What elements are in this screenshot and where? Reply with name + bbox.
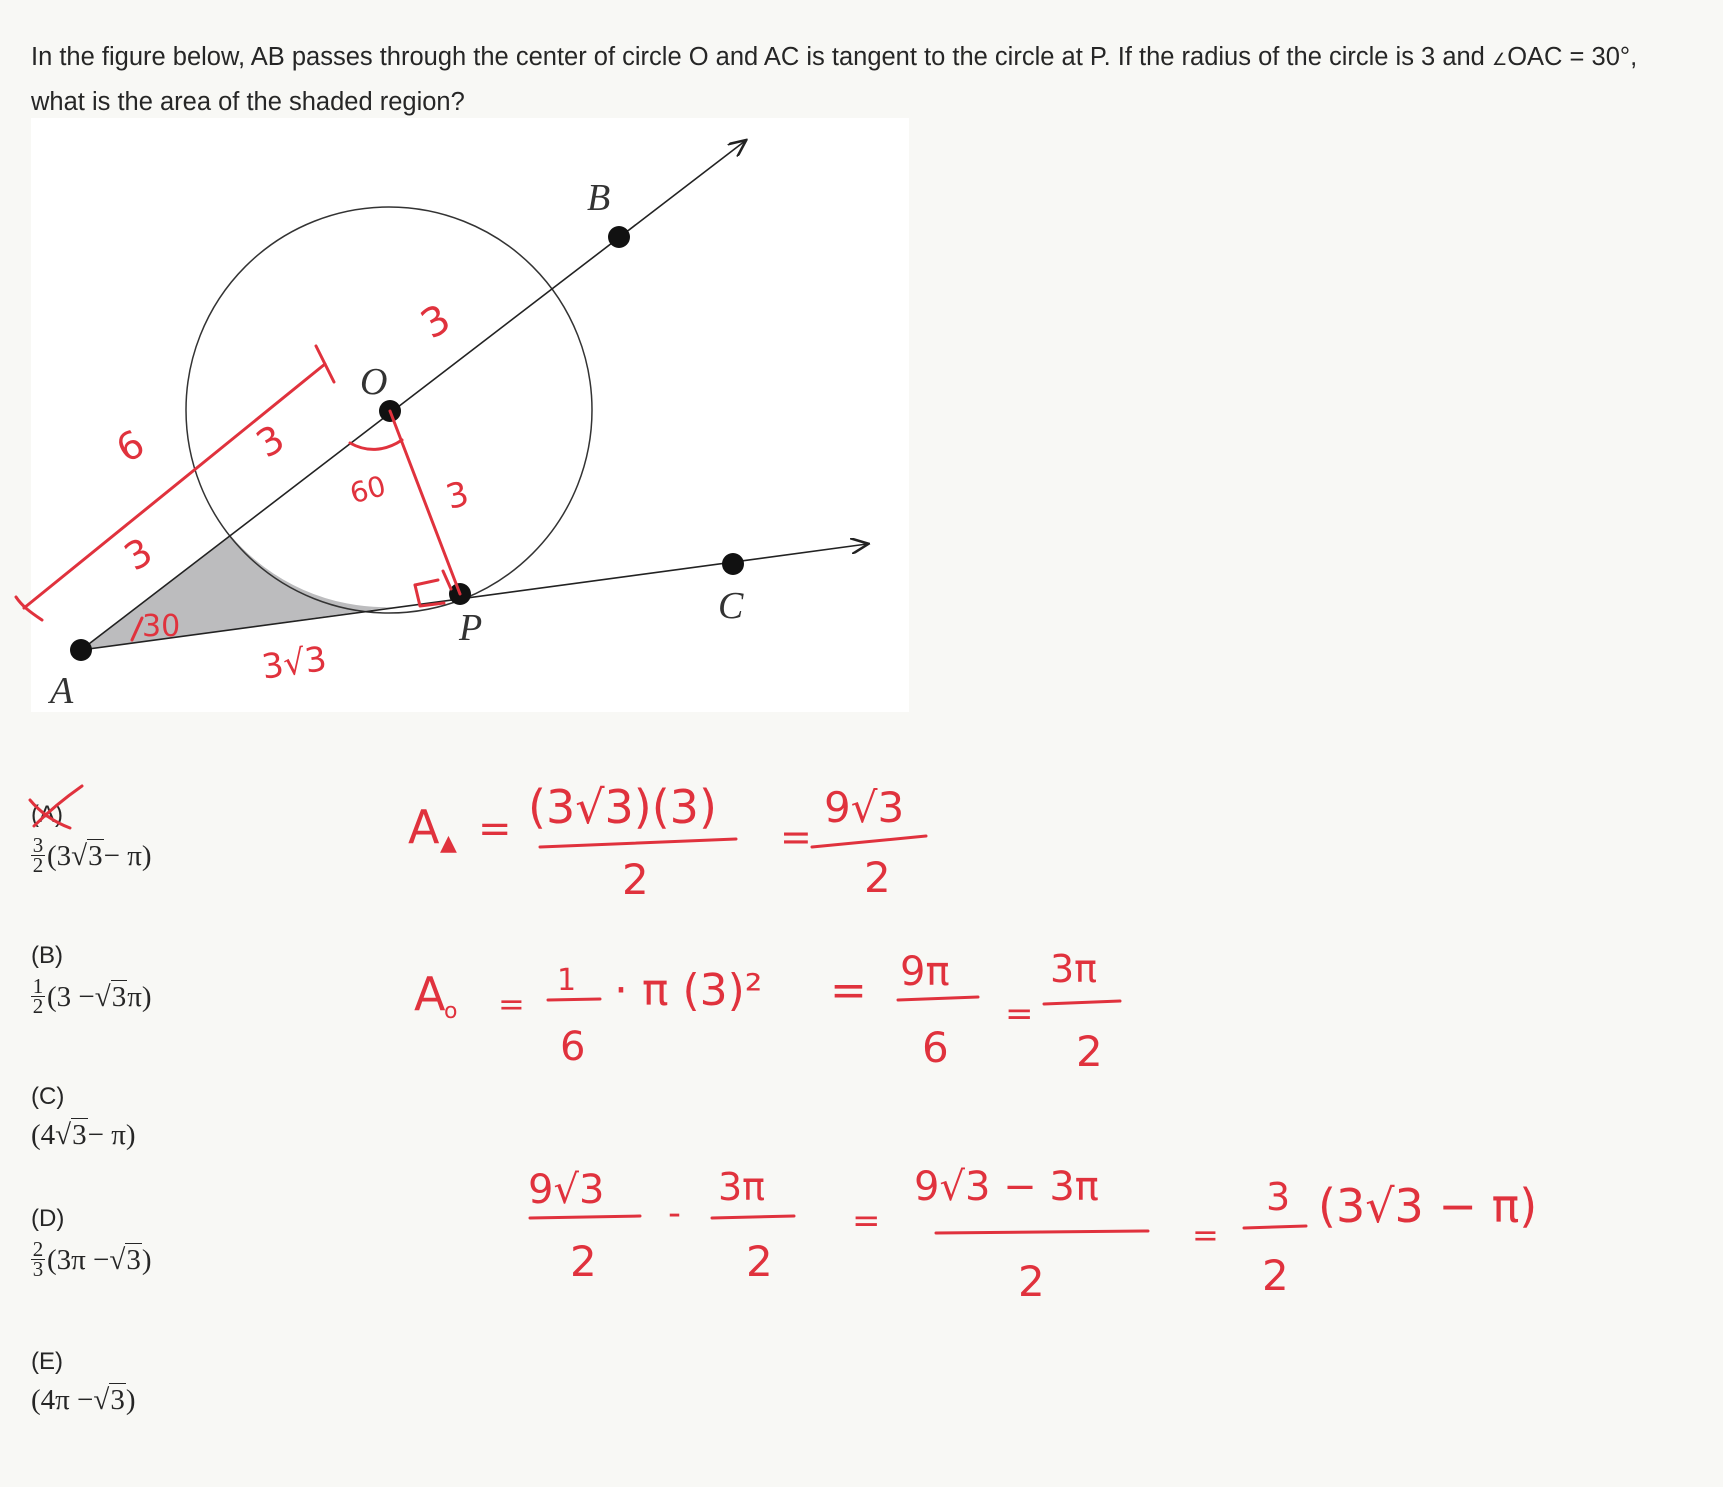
fraction-numerator: 3 <box>32 833 44 857</box>
choice-letter: (B) <box>31 942 63 969</box>
sqrt-sign: √ <box>71 839 88 872</box>
work-2-res1-num: 9π <box>900 949 950 995</box>
label-length-3-lower: 3 <box>116 529 160 580</box>
fraction-bar <box>898 997 978 1000</box>
work-3-a-den: 2 <box>570 1237 597 1286</box>
equals-sign: = <box>830 965 867 1016</box>
point-b <box>608 226 630 248</box>
expr-close: − π) <box>103 839 152 872</box>
equals-sign: = <box>1192 1216 1219 1254</box>
fraction-bar <box>530 1216 640 1218</box>
fraction-bar <box>936 1231 1148 1233</box>
label-length-6: 6 <box>108 421 152 472</box>
fraction-bar <box>1044 1001 1120 1004</box>
expr-close: − π) <box>87 1119 136 1151</box>
expr-close: ) <box>141 1243 152 1276</box>
label-angle-30: 30 <box>142 609 181 644</box>
fraction-numerator: 1 <box>32 974 44 998</box>
radicand: 3 <box>88 839 103 872</box>
radicand: 3 <box>126 1243 141 1276</box>
fraction-numerator: 2 <box>32 1237 44 1261</box>
work-3-c-num: 9√3 − 3π <box>914 1164 1099 1210</box>
fraction-bar <box>712 1216 794 1218</box>
fraction-bar <box>1244 1226 1306 1228</box>
fraction-bar <box>812 836 926 847</box>
work-2-res1-den: 6 <box>922 1023 949 1072</box>
choice-letter: (E) <box>31 1348 63 1375</box>
work-3-b-num: 3π <box>718 1165 766 1209</box>
label-b: B <box>587 177 611 219</box>
fraction-bar <box>540 839 736 847</box>
label-p: P <box>459 607 483 649</box>
sqrt-sign: √ <box>94 980 111 1013</box>
point-a <box>70 639 92 661</box>
fraction-denominator: 2 <box>32 853 44 877</box>
choice-letter: (C) <box>31 1083 65 1110</box>
work-1-res-den: 2 <box>864 853 891 902</box>
choice-letter: (D) <box>31 1205 65 1232</box>
sqrt-sign: √ <box>55 1119 72 1151</box>
question-part-2: OAC = 30°, what is the area of the shaded region? <box>31 43 1638 116</box>
expr-close: π) <box>127 980 152 1013</box>
radicand: 3 <box>111 980 127 1013</box>
equals-sign: = <box>478 806 512 852</box>
work-3-final-paren: (3√3 − π) <box>1318 1179 1538 1233</box>
angle-symbol: ∠ <box>1491 50 1508 69</box>
sqrt-sign: √ <box>109 1243 126 1276</box>
work-2-lhs: A <box>414 967 446 1021</box>
work-line-1 <box>408 780 926 904</box>
label-radius-3-top: 3 <box>413 295 459 349</box>
handwritten-work <box>408 780 1537 1306</box>
work-line-3 <box>528 1164 1537 1306</box>
expr-close: ) <box>125 1384 136 1416</box>
label-a: A <box>50 670 74 712</box>
work-line-2 <box>414 947 1120 1076</box>
triangle-symbol: ▲ <box>440 831 457 856</box>
choice-letter: (A) <box>31 801 63 828</box>
expr-open: (4 <box>31 1119 56 1151</box>
work-2-res2-num: 3π <box>1050 947 1098 991</box>
work-1-res-num: 9√3 <box>824 783 905 832</box>
label-length-3root3: 3√3 <box>259 639 330 688</box>
radicand: 3 <box>72 1119 87 1151</box>
expr-open: (3 <box>47 839 72 872</box>
label-angle-60: 60 <box>346 469 390 511</box>
point-c <box>722 553 744 575</box>
work-3-final-den: 2 <box>1262 1251 1289 1300</box>
work-1-num: (3√3)(3) <box>528 780 717 834</box>
equals-sign: = <box>852 1201 881 1241</box>
circle-symbol: o <box>444 999 458 1024</box>
work-3-a-num: 9√3 <box>528 1167 605 1213</box>
fraction-bar <box>548 999 600 1000</box>
equals-sign: = <box>780 815 812 859</box>
question-part-1: In the figure below, AB passes through the center of circle O and AC is tangent to the circle at P. If the radius of the circle is 3 and <box>31 43 1492 71</box>
fraction-denominator: 3 <box>32 1257 44 1281</box>
handwritten-figure-labels <box>109 296 473 688</box>
label-o: O <box>360 361 388 403</box>
work-1-lhs: A <box>408 800 440 854</box>
expr-open: (3 − <box>47 980 95 1013</box>
expr-open: (3π − <box>47 1243 110 1276</box>
equals-sign: = <box>1005 994 1034 1034</box>
minus-sign: - <box>668 1193 681 1234</box>
equals-sign: = <box>498 985 525 1023</box>
work-2-frac-den: 6 <box>560 1024 586 1070</box>
radicand: 3 <box>110 1384 125 1416</box>
label-length-3-upper: 3 <box>248 416 292 467</box>
work-3-final-num: 3 <box>1266 1175 1291 1219</box>
cross-mark-2 <box>34 786 82 826</box>
work-2-res2-den: 2 <box>1076 1027 1103 1076</box>
work-2-frac-num: 1 <box>557 963 577 998</box>
label-radius-3-op: 3 <box>441 473 474 518</box>
fraction-denominator: 2 <box>32 994 44 1018</box>
work-2-mid: · π (3)² <box>614 965 763 1016</box>
work-1-den: 2 <box>622 855 649 904</box>
expr-open: (4π − <box>31 1384 94 1416</box>
work-3-b-den: 2 <box>746 1237 773 1286</box>
sqrt-sign: √ <box>93 1384 110 1416</box>
work-3-c-den: 2 <box>1018 1257 1045 1306</box>
label-c: C <box>718 585 744 627</box>
